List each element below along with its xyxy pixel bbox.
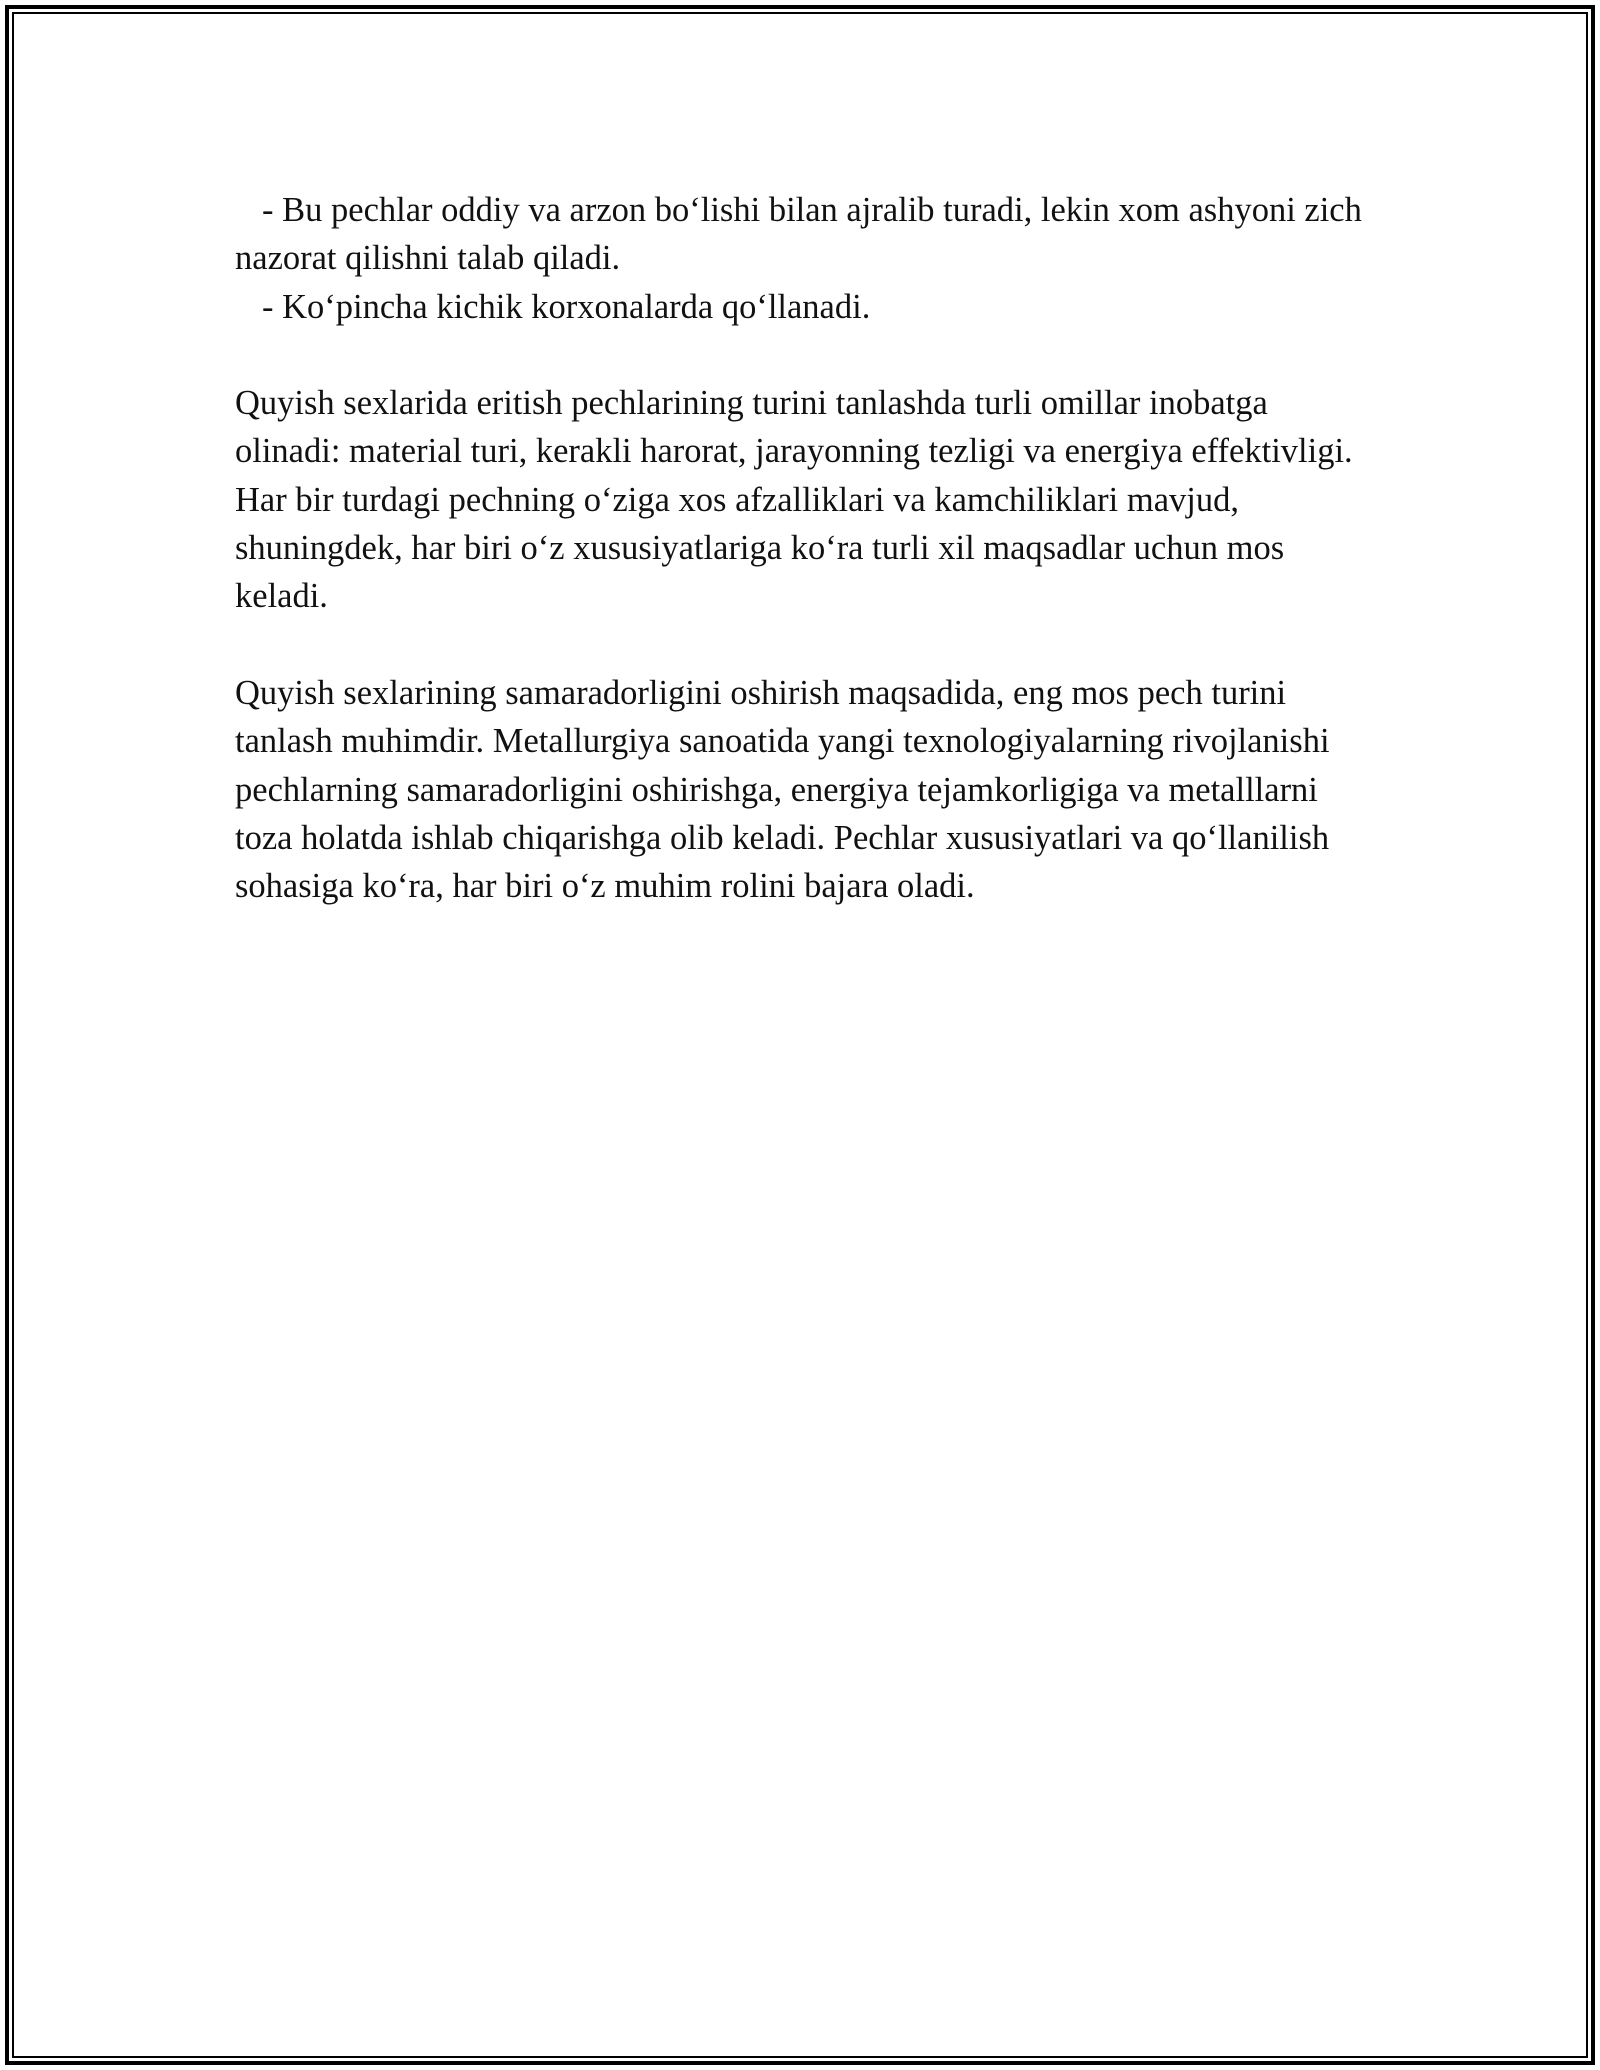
bullet-item: - Bu pechlar oddiy va arzon bo‘lishi bilan ajralib turadi, lekin xom ashyoni zich nazorat qilishni talab qiladi. — [235, 191, 1362, 278]
paragraph: Quyish sexlarida eritish pechlarining turini tanlashda turli omillar inobatga olinadi: material turi, kerakli harorat, jarayonning tezligi va energiya effektivligi. Har bir turdagi pechning o‘ziga xos afzalliklari va kamchiliklari mavjud, shuningdek, har biri o‘z xususiyatlariga ko‘ra turli xil maqsadlar uchun mos keladi. — [235, 384, 1362, 616]
document-body — [235, 186, 1375, 910]
bullet-item: - Ko‘pincha kichik korxonalarda qo‘llanadi. — [262, 287, 871, 326]
paragraph-spacer — [235, 331, 1375, 379]
paragraph-spacer — [235, 621, 1375, 669]
paragraph: Quyish sexlarining samaradorligini oshirish maqsadida, eng mos pech turini tanlash muhimdir. Metallurgiya sanoatida yangi texnologiyalarning rivojlanishi pechlarning samaradorligini oshirishga, energiya tejamkorligiga va metalllarni toza holatda ishlab chiqarishga olib keladi. Pechlar xususiyatlari va qo‘llanilish sohasiga ko‘ra, har biri o‘z muhim rolini bajara oladi. — [235, 673, 1339, 906]
